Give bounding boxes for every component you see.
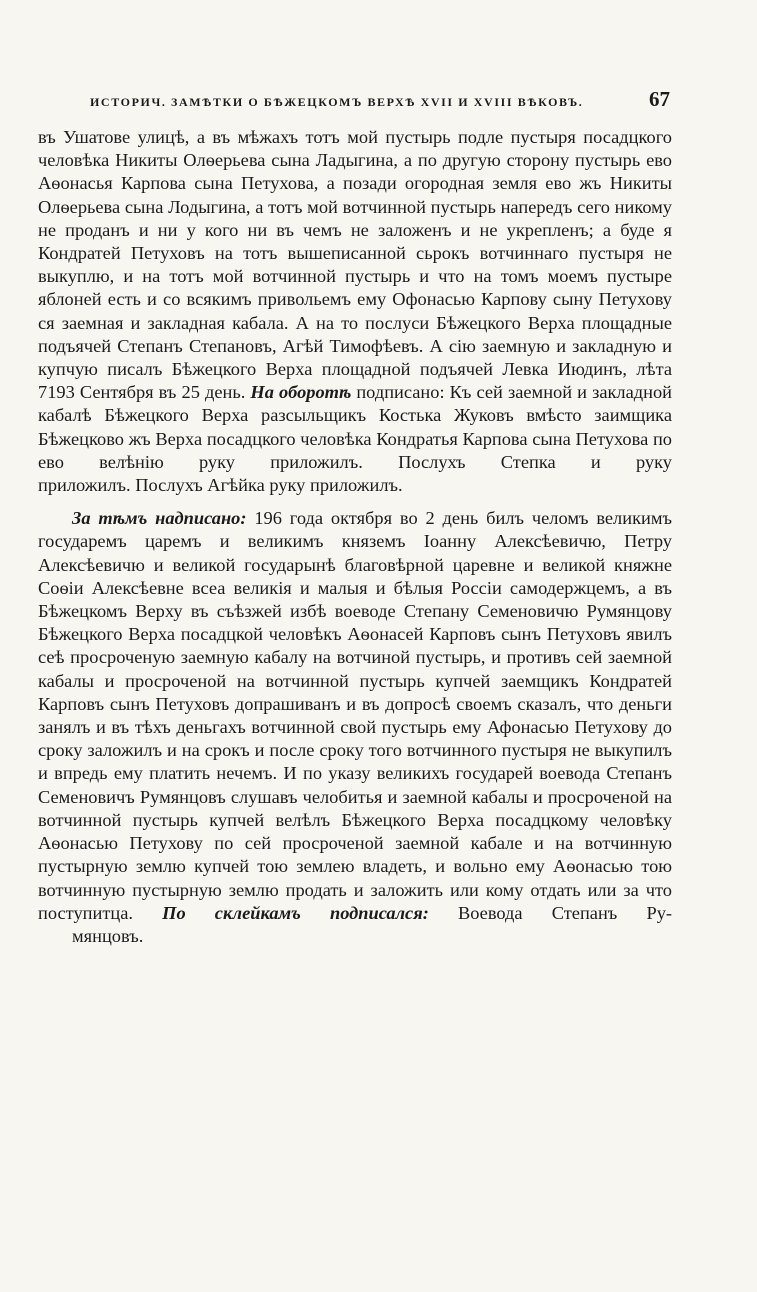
paragraph-1-last-line: приложилъ. Послухъ Агѣйка руку приложилъ. [38,475,403,496]
page-header [90,80,670,110]
paragraph-1 [38,126,672,497]
paragraph-2-text: 196 года октября во 2 день билъ челомъ великимъ государемъ царемъ и великимъ княземъ Іоанну Алексѣевичю, Петру Алексѣевичю и великой государынѣ благовѣрной царевне и великой княжне Соѳіи Алексѣевне всеа великія и малыя и бѣлыя Россіи самодержцемъ, а въ Бѣжецкомъ Верху въ съѣзжей избѣ воеводе Степану Семеновичю Румянцову Бѣжецкого Верха посадцкой человѣкъ Аѳонасей Карповъ сынъ Петуховъ явилъ сеѣ просроченую заемную кабалу на вотчиной пустырь, и противъ сей заемной кабалы и просроченой на вотчинной пустырь купчей заемщикъ Кондратей Карповъ сынъ Петуховъ допрашиванъ и въ допросѣ своемъ сказалъ, что деньги занялъ и въ тѣхъ деньгахъ вотчинной свой пустырь ему Афонасью Петухову до сроку заложилъ и на срокъ и после сроку того вотчинного пустыря не выкупилъ и впредь ему платить нечемъ. И по указу великихъ государей воевода Степанъ Семеновичъ Румянцовъ слушавъ челобитья и заемной кабалы и просроченой на вотчинной пустырь купчей велѣлъ Бѣжецкого Верха посадцкому человѣку Аѳонасью Петухову по сей просроченой заемной кабале и на вотчинную пустырную землю купчей тою землею владеть, и вольно ему Аѳонасью тою вотчинную пустырную землю продать и заложить или кому отдать или за что поступитца. [38,508,672,923]
page-number: 67 [649,87,670,111]
page-body [38,126,672,948]
paragraph-1-label: На оборотѣ [250,382,352,403]
paragraph-2-last-line: мянцовъ. [72,925,144,946]
paragraph-2-text-2: Воевода Степанъ Ру- [428,902,673,923]
paragraph-2-label-2: По склейкамъ подписался: [162,902,429,923]
paragraph-1-text: въ Ушатове улицѣ, а въ мѣжахъ тотъ мой пустырь подле пустыря посадцкого человѣка Никиты Олѳерьева сына Ладыгина, а по другую сторону пустырь ево Аѳонасья Карпова сына Петухова, а позади огородная земля ево жъ Никиты Олѳерьева сына Лодыгина, а тотъ мой вотчинной пустырь напередъ сего никому не проданъ и ни у кого ни въ чемъ не заложенъ и не укрепленъ; а буде я Кондратей Петуховъ на тотъ вышеписанной сьрокъ вотчиннаго пустыря не выкуплю, и на тотъ мой вотчинной пустырь и что на томъ моемъ пустыре яблоней есть и со всякимъ привольемъ ему Офонасью Карпову сыну Петухову ся заемная и закладная кабала. А на то послуси Бѣжецкого Верха площадные подъячей Степанъ Степановъ, Агѣй Тимофѣевъ. А сію заемную и закладную и купчую писалъ Бѣжецкого Верха площадной подъячей Левка Июдинъ, лѣта 7193 Сентября въ 25 день. [38,127,672,403]
running-title: ИСТОРИЧ. ЗАМѢТКИ О БѢЖЕЦКОМЪ ВЕРХѢ XVII И XVIII ВѢКОВЪ. [90,95,584,109]
paragraph-2 [38,507,672,948]
paragraph-2-label: За тѣмъ надписано: [72,508,247,529]
paragraph-1-text-2: подписано: Къ сей заемной и закладной кабалѣ Бѣжецкого Верха разсыльщикъ Костька Жуковъ вмѣсто заимщика Бѣжецково жъ Верха посадцкого человѣка Кондратья Карпова сына Петухова по ево велѣнію руку приложилъ. Послухъ Степка и руку [38,382,673,472]
